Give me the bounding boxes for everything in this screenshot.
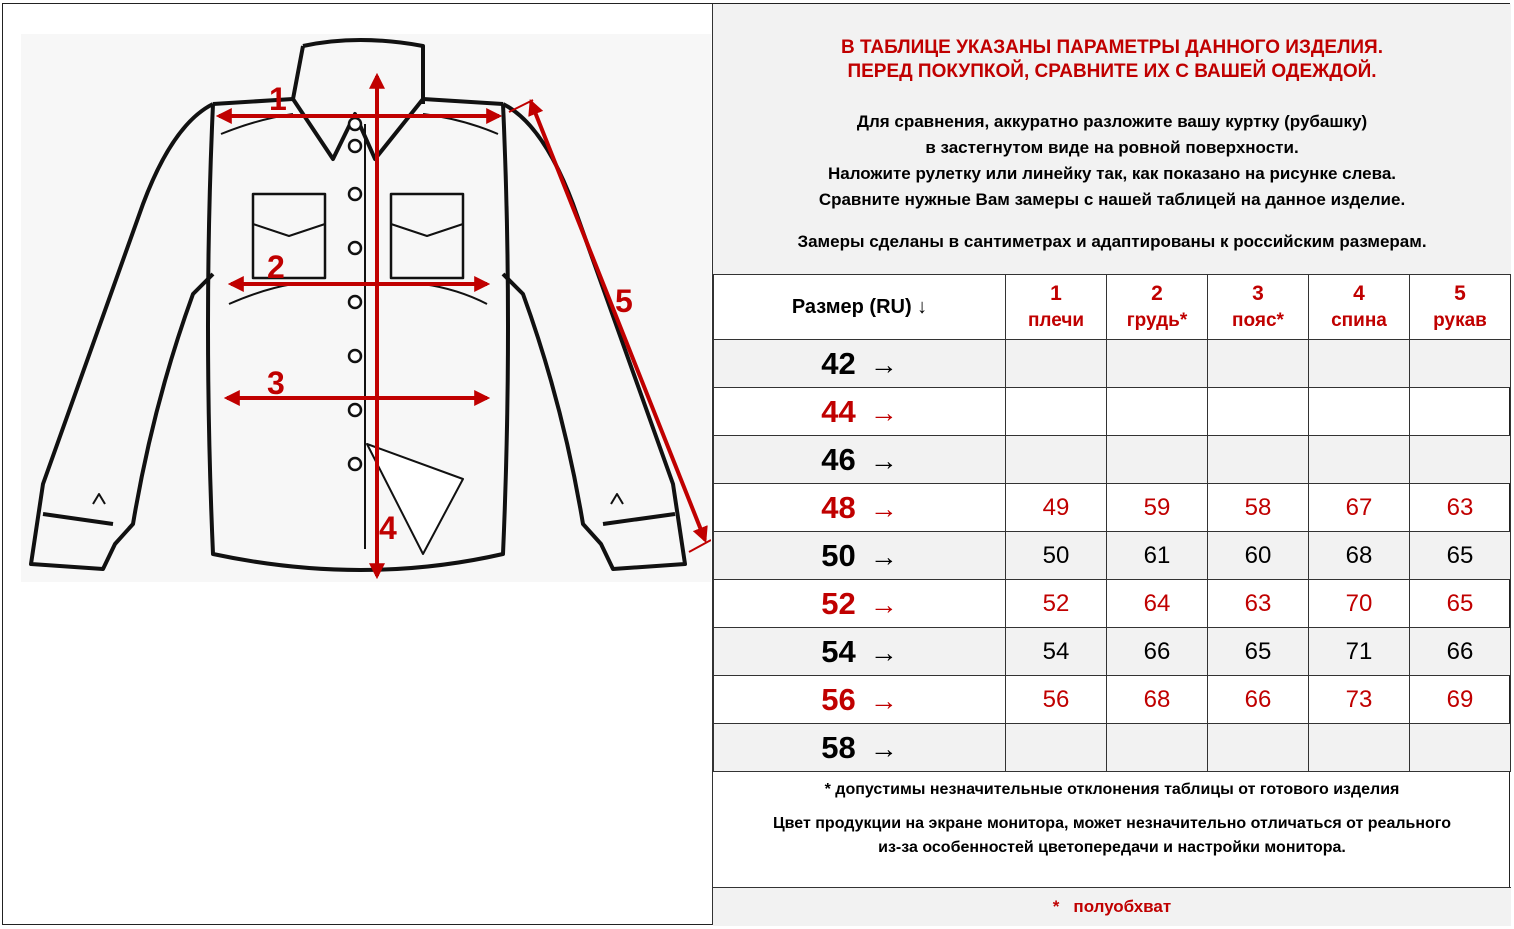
measurement-cell xyxy=(1410,436,1511,484)
measurement-cell: 70 xyxy=(1309,580,1410,628)
deviation-note: * допустимы незначительные отклонения таблицы от готового изделия xyxy=(824,781,1400,798)
shirt-measurement-diagram xyxy=(3,4,711,604)
size-value: 54 xyxy=(821,633,856,669)
size-value: 46 xyxy=(821,441,856,477)
measurement-cell xyxy=(1006,724,1107,772)
diagram-label-1: 1 xyxy=(269,81,287,117)
title-line-1: В ТАБЛИЦЕ УКАЗАНЫ ПАРАМЕТРЫ ДАННОГО ИЗДЕЛИЯ. xyxy=(840,37,1383,58)
size-cell xyxy=(714,484,1006,532)
instruction-line-3: Наложите рулетку или линейку так, как показано на рисунке слева. xyxy=(827,164,1397,183)
color-note-line-2: из-за особенностей цветопередачи и настройки монитора. xyxy=(878,839,1346,856)
measurement-cell: 66 xyxy=(1107,628,1208,676)
size-value: 44 xyxy=(821,393,856,429)
measurement-cell xyxy=(1309,436,1410,484)
arrow-right-icon: → xyxy=(869,684,898,716)
measurement-cell xyxy=(1107,724,1208,772)
size-column-header: Размер (RU) ↓ xyxy=(714,275,1006,340)
measurement-cell xyxy=(1107,388,1208,436)
measurement-cell: 63 xyxy=(1208,580,1309,628)
measurement-cell xyxy=(1410,388,1511,436)
instruction-line-1: Для сравнения, аккуратно разложите вашу куртку (рубашку) xyxy=(856,112,1368,131)
column-header-back: 4 спина xyxy=(1309,275,1410,340)
table-row xyxy=(714,484,1511,532)
measurement-cell: 49 xyxy=(1006,484,1107,532)
measurement-cell: 64 xyxy=(1107,580,1208,628)
size-cell xyxy=(714,388,1006,436)
half-girth-note xyxy=(713,887,1511,926)
asterisk-mark: * xyxy=(1052,897,1060,916)
chart-footer xyxy=(713,770,1511,887)
measurement-cell: 73 xyxy=(1309,676,1410,724)
column-header-shoulders: 1 плечи xyxy=(1006,275,1107,340)
measurement-cell: 60 xyxy=(1208,532,1309,580)
diagram-label-3: 3 xyxy=(267,365,285,401)
measurement-cell: 50 xyxy=(1006,532,1107,580)
arrow-right-icon: → xyxy=(869,588,898,620)
size-cell xyxy=(714,724,1006,772)
size-cell xyxy=(714,676,1006,724)
size-value: 58 xyxy=(821,729,856,765)
arrow-right-icon: → xyxy=(869,396,898,428)
measurement-cell xyxy=(1208,724,1309,772)
column-header-waist: 3 пояс* xyxy=(1208,275,1309,340)
measurement-cell: 65 xyxy=(1208,628,1309,676)
measurement-cell: 54 xyxy=(1006,628,1107,676)
table-row xyxy=(714,628,1511,676)
units-note: Замеры сделаны в сантиметрах и адаптированы к российским размерам. xyxy=(797,232,1427,251)
arrow-right-icon: → xyxy=(869,636,898,668)
column-header-sleeve: 5 рукав xyxy=(1410,275,1511,340)
table-row xyxy=(714,532,1511,580)
arrow-right-icon: → xyxy=(869,492,898,524)
table-row xyxy=(714,724,1511,772)
table-row xyxy=(714,676,1511,724)
measurement-cell: 65 xyxy=(1410,532,1511,580)
measurement-cell xyxy=(1208,340,1309,388)
measurement-cell xyxy=(1006,340,1107,388)
table-row xyxy=(714,436,1511,484)
arrow-right-icon: → xyxy=(869,732,898,764)
arrow-right-icon: → xyxy=(869,444,898,476)
measurement-cell xyxy=(1309,340,1410,388)
measurement-cell: 67 xyxy=(1309,484,1410,532)
chart-header xyxy=(713,4,1511,274)
measurement-cell: 56 xyxy=(1006,676,1107,724)
size-value: 52 xyxy=(821,585,856,621)
measurement-cell xyxy=(1107,436,1208,484)
color-note-line-1: Цвет продукции на экране монитора, может незначительно отличаться от реального xyxy=(772,815,1452,832)
size-value: 56 xyxy=(821,681,856,717)
measurement-cell: 66 xyxy=(1410,628,1511,676)
column-header-chest: 2 грудь* xyxy=(1107,275,1208,340)
measurement-cell: 58 xyxy=(1208,484,1309,532)
size-value: 50 xyxy=(821,537,856,573)
measurement-cell xyxy=(1208,436,1309,484)
measurement-cell: 69 xyxy=(1410,676,1511,724)
measurement-cell: 66 xyxy=(1208,676,1309,724)
measurement-cell xyxy=(1208,388,1309,436)
size-cell xyxy=(714,340,1006,388)
table-row xyxy=(714,580,1511,628)
size-cell xyxy=(714,580,1006,628)
diagram-panel xyxy=(3,4,711,924)
half-girth-label: полуобхват xyxy=(1073,897,1172,916)
measurement-cell xyxy=(1410,340,1511,388)
measurement-cell xyxy=(1410,724,1511,772)
table-row xyxy=(714,340,1511,388)
diagram-label-2: 2 xyxy=(267,249,285,285)
measurement-cell: 63 xyxy=(1410,484,1511,532)
title-line-2: ПЕРЕД ПОКУПКОЙ, СРАВНИТЕ ИХ С ВАШЕЙ ОДЕЖДОЙ. xyxy=(847,61,1377,82)
size-table xyxy=(713,274,1511,772)
size-cell xyxy=(714,532,1006,580)
measurement-cell xyxy=(1309,388,1410,436)
measurement-cell xyxy=(1107,340,1208,388)
size-value: 48 xyxy=(821,489,856,525)
instruction-line-4: Сравните нужные Вам замеры с нашей таблицей на данное изделие. xyxy=(818,190,1406,209)
table-row xyxy=(714,388,1511,436)
measurement-cell: 59 xyxy=(1107,484,1208,532)
diagram-label-4: 4 xyxy=(379,510,397,546)
arrow-right-icon: → xyxy=(869,348,898,380)
measurement-cell: 61 xyxy=(1107,532,1208,580)
instruction-line-2: в застегнутом виде на ровной поверхности. xyxy=(925,138,1299,157)
measurement-cell xyxy=(1006,388,1107,436)
measurement-cell xyxy=(1309,724,1410,772)
size-cell xyxy=(714,436,1006,484)
size-cell xyxy=(714,628,1006,676)
size-value: 42 xyxy=(821,345,856,381)
measurement-cell: 65 xyxy=(1410,580,1511,628)
diagram-label-5: 5 xyxy=(615,283,633,319)
measurement-cell xyxy=(1006,436,1107,484)
table-header-row xyxy=(714,275,1511,340)
arrow-right-icon: → xyxy=(869,540,898,572)
measurement-cell: 68 xyxy=(1309,532,1410,580)
size-chart-panel xyxy=(712,4,1510,925)
measurement-cell: 68 xyxy=(1107,676,1208,724)
measurement-cell: 71 xyxy=(1309,628,1410,676)
measurement-cell: 52 xyxy=(1006,580,1107,628)
